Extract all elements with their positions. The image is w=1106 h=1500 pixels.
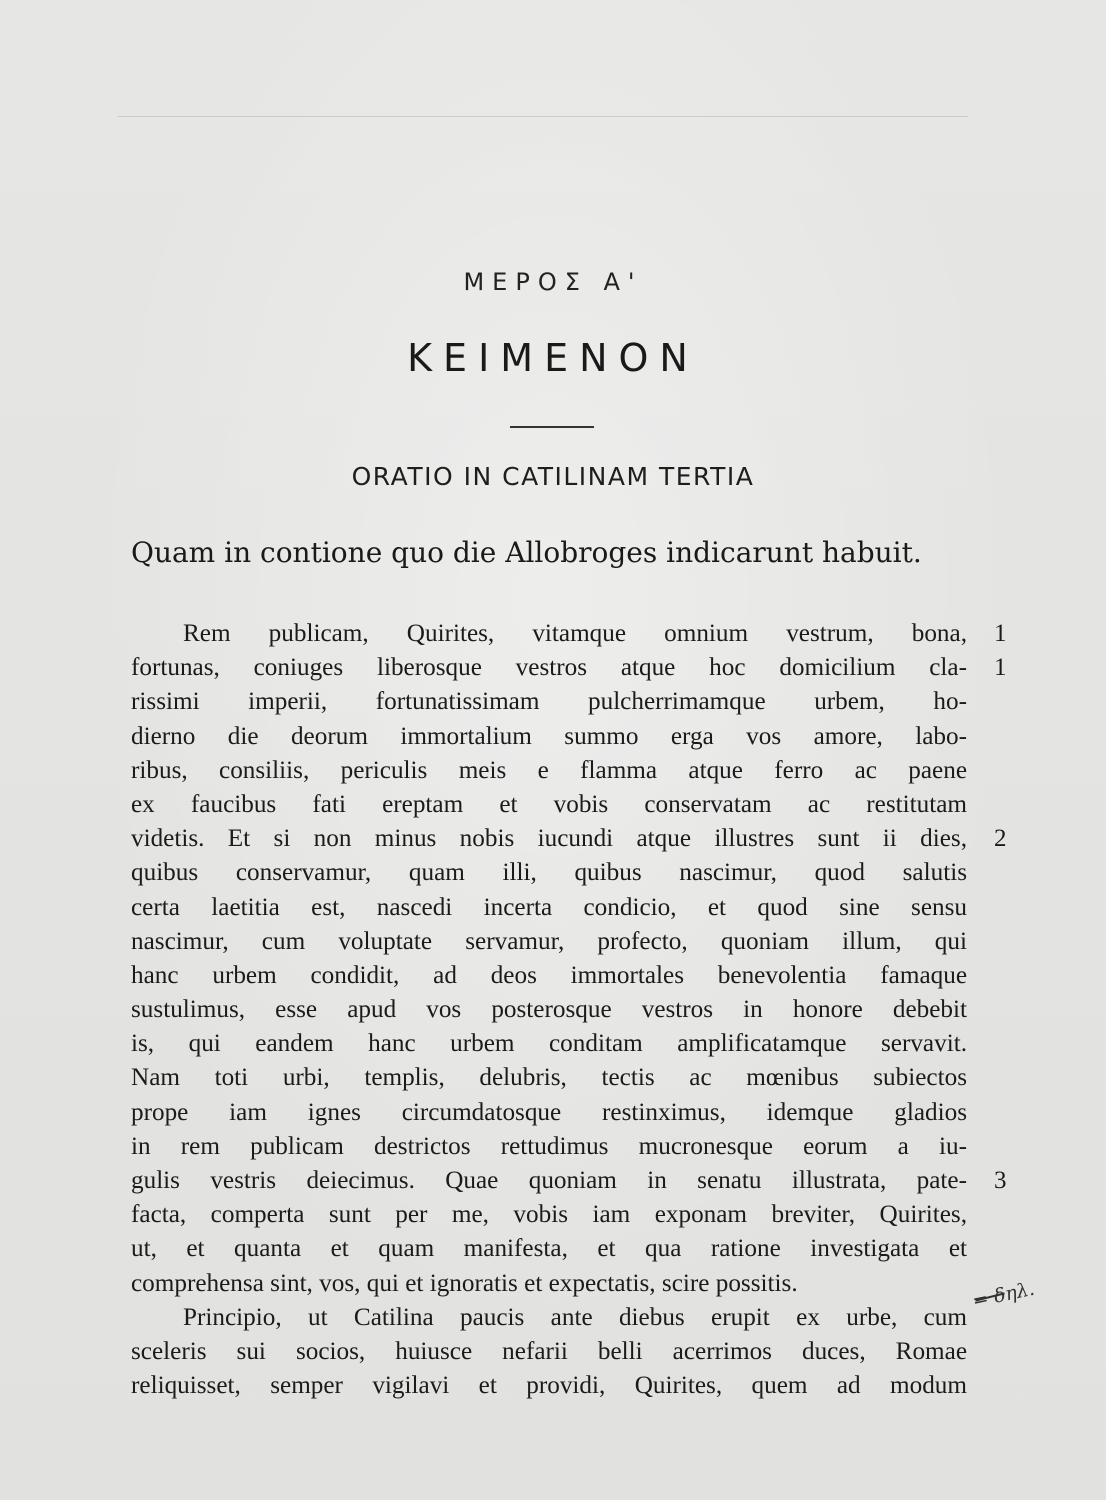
- text-line: hanc urbem condidit, ad deos immortales benevolentia famaque: [131, 961, 967, 989]
- body-text: [131, 617, 967, 1403]
- margin-section-number: 1: [994, 620, 1007, 647]
- text-line: facta, comperta sunt per me, vobis iam exponam breviter, Quirites,: [131, 1201, 967, 1229]
- text-line: in rem publicam destrictos rettudimus mucronesque eorum a iu-: [131, 1132, 967, 1160]
- text-line: ribus, consiliis, periculis meis e flamma atque ferro ac paene: [131, 756, 967, 784]
- text-line: dierno die deorum immortalium summo erga vos amore, labo-: [131, 722, 967, 750]
- text-line: nascimur, cum voluptate servamur, profecto, quoniam illum, qui: [131, 927, 967, 955]
- text-line: comprehensa sint, vos, qui et ignoratis et expectatis, scire possitis.: [131, 1269, 798, 1297]
- title-divider: [510, 426, 594, 428]
- part-label: ΜΕΡΟΣ Α': [463, 268, 643, 296]
- text-line: Nam toti urbi, templis, delubris, tectis ac mœnibus subiectos: [131, 1064, 967, 1092]
- text-line: ut, et quanta et quam manifesta, et qua ratione investigata et: [131, 1235, 967, 1263]
- text-line: prope iam ignes circumdatosque restinximus, idemque gladios: [131, 1098, 967, 1126]
- oration-subtitle: ORATIO IN CATILINAM TERTIA: [351, 462, 755, 491]
- text-line: reliquisset, semper vigilavi et providi, Quirites, quem ad modum: [131, 1372, 967, 1400]
- main-title: ΚΕΙΜΕΝΟΝ: [407, 336, 699, 380]
- text-line: fortunas, coniuges liberosque vestros atque hoc domicilium cla-: [131, 654, 967, 682]
- margin-section-number: 3: [994, 1167, 1007, 1194]
- text-line: ex faucibus fati ereptam et vobis conservatam ac restitutam: [131, 790, 967, 818]
- text-line: videtis. Et si non minus nobis iucundi atque illustres sunt ii dies,: [131, 825, 967, 853]
- margin-section-number: 2: [994, 825, 1007, 852]
- text-line: quibus conservamur, quam illi, quibus nascimur, quod salutis: [131, 859, 967, 887]
- text-line: gulis vestris deiecimus. Quae quoniam in senatu illustrata, pate-: [131, 1167, 967, 1194]
- handwritten-note: = δηλ.: [970, 1277, 1037, 1313]
- text-line: rissimi imperii, fortunatissimam pulcherrimamque urbem, ho-: [131, 688, 967, 716]
- text-line: Principio, ut Catilina paucis ante diebus erupit ex urbe, cum: [183, 1303, 967, 1331]
- text-line: Rem publicam, Quirites, vitamque omnium vestrum, bona,: [183, 620, 967, 647]
- text-line: certa laetitia est, nascedi incerta condicio, et quod sine sensu: [131, 893, 967, 921]
- margin-section-number: 1: [994, 654, 1007, 681]
- intro-line: Quam in contione quo die Allobroges indicarunt habuit.: [131, 536, 922, 569]
- text-line: is, qui eandem hanc urbem conditam amplificatamque servavit.: [131, 1030, 967, 1058]
- bleed-through-rule: [118, 116, 968, 117]
- text-line: sustulimus, esse apud vos posterosque vestros in honore debebit: [131, 996, 967, 1024]
- text-line: sceleris sui socios, huiusce nefarii belli acerrimos duces, Romae: [131, 1337, 967, 1365]
